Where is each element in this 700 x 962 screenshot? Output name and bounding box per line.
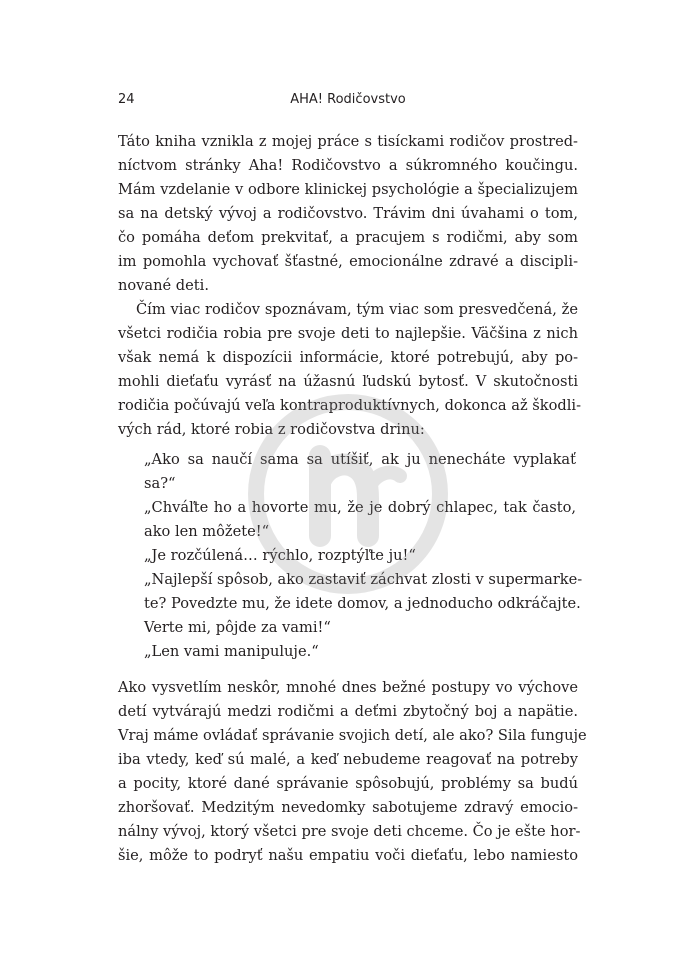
text-line: vých rád, ktoré robia z rodičovstva drinu: [118,421,425,438]
text-line: rodičia počúvajú veľa kontraproduktívnych, dokonca až škodli- [118,397,582,414]
text-line: Ako vysvetlím neskôr, mnohé dnes bežné postupy vo výchove [118,679,578,696]
text-line: Vraj máme ovládať správanie svojich detí, ale ako? Sila funguje [118,727,587,744]
page-header [118,92,578,112]
text-line: detí vytvárajú medzi rodičmi a deťmi zbytočný boj a napätie. [118,703,578,720]
running-head: AHA! Rodičovstvo [290,92,406,107]
quote-line: „Je rozčúlená… rýchlo, rozptýľte ju!“ [144,547,416,564]
quote-line: „Chváľte ho a hovorte mu, že je dobrý chlapec, tak často, [144,499,576,516]
text-line: všetci rodičia robia pre svoje deti to najlepšie. Väčšina z nich [118,325,578,342]
quote-line: Verte mi, pôjde za vami!“ [144,619,331,636]
text-line: zhoršovať. Medzitým nevedomky sabotujeme zdravý emocio- [118,799,578,816]
quote-line: „Ako sa naučí sama sa utíšiť, ak ju nenecháte vyplakať [144,451,576,468]
text-line: šie, môže to podryť našu empatiu voči dieťaťu, lebo namiesto [118,847,578,864]
text-line: iba vtedy, keď sú malé, a keď nebudeme reagovať na potreby [118,751,578,768]
text-line: nované deti. [118,277,209,294]
text-line: mohli dieťaťu vyrásť na úžasnú ľudskú bytosť. V skutočnosti [118,373,578,390]
quote-line: ako len môžete!“ [144,523,270,540]
quote-line: sa?“ [144,475,176,492]
quote-line: „Najlepší spôsob, ako zastaviť záchvat zlosti v supermarke- [144,571,583,588]
quote-line: te? Povedzte mu, že idete domov, a jednoducho odkráčajte. [144,595,581,612]
quote-line: „Len vami manipuluje.“ [144,643,319,660]
page-number: 24 [118,92,135,107]
text-line: Čím viac rodičov spoznávam, tým viac som presvedčená, že [136,301,578,318]
text-line: Mám vzdelanie v odbore klinickej psychológie a špecializujem [118,181,578,198]
text-line: sa na detský vývoj a rodičovstvo. Trávim dni úvahami o tom, [118,205,578,222]
text-line: im pomohla vychovať šťastné, emocionálne zdravé a discipli- [118,253,578,270]
text-line: čo pomáha deťom prekvitať, a pracujem s rodičmi, aby som [118,229,578,246]
text-line: a pocity, ktoré dané správanie spôsobujú, problémy sa budú [118,775,578,792]
text-line: Táto kniha vznikla z mojej práce s tisíckami rodičov prostred- [118,133,578,150]
text-line: však nemá k dispozícii informácie, ktoré potrebujú, aby po- [118,349,578,366]
text-line: nálny vývoj, ktorý všetci pre svoje deti chceme. Čo je ešte hor- [118,823,581,840]
text-line: níctvom stránky Aha! Rodičovstvo a súkromného koučingu. [118,157,578,174]
